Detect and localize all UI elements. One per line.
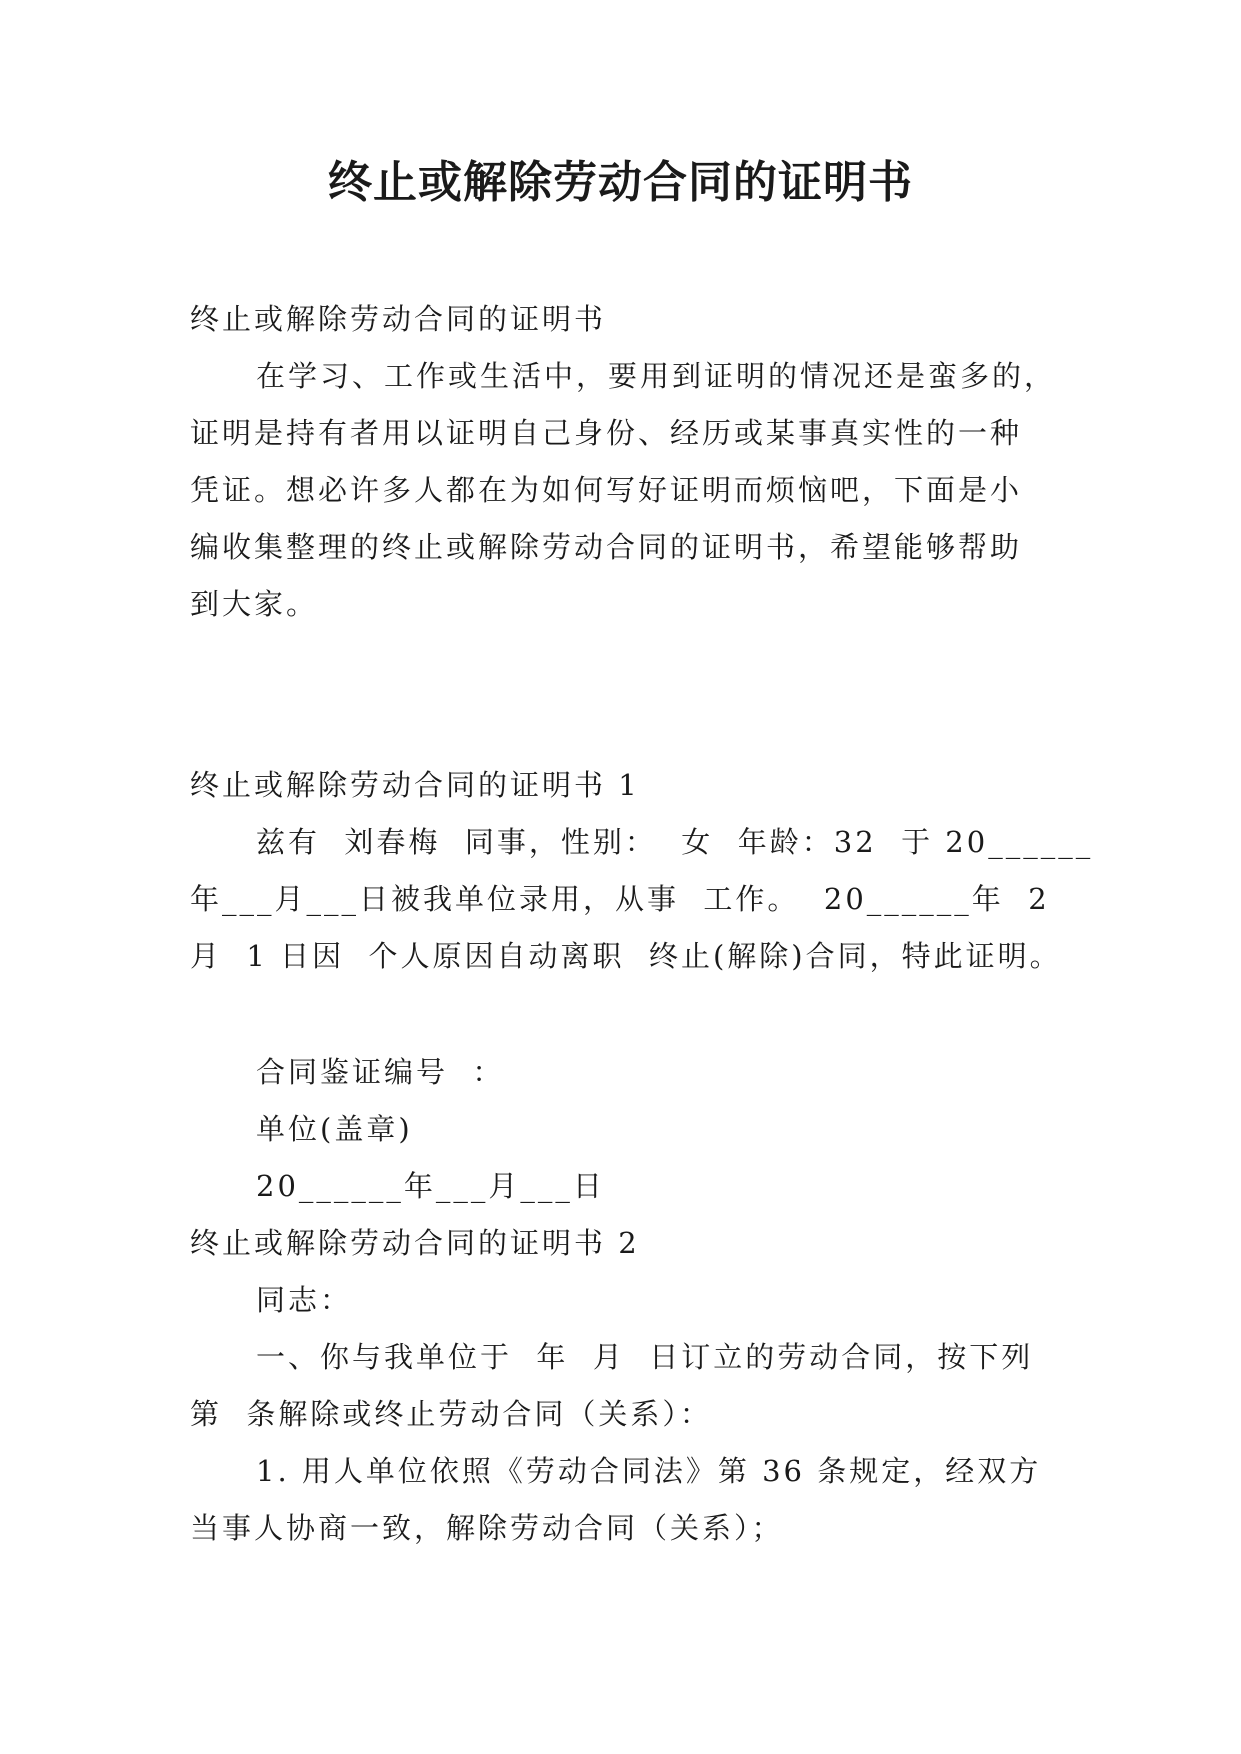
section-1-body-line: 兹有 刘春梅 同事，性别： 女 年龄：32 于 20______	[256, 825, 1094, 859]
section-2-heading: 终止或解除劳动合同的证明书 2	[190, 1226, 640, 1260]
section-2-body-line: 第 条解除或终止劳动合同（关系）：	[190, 1397, 712, 1431]
signature-date: 20______年___月___日	[256, 1169, 605, 1203]
section-2-body-line: 当事人协商一致，解除劳动合同（关系）；	[190, 1511, 784, 1545]
contract-verification-number: 合同鉴证编号 ：	[256, 1055, 505, 1089]
intro-paragraph-line: 编收集整理的终止或解除劳动合同的证明书，希望能够帮助	[190, 530, 1023, 564]
intro-paragraph-line: 证明是持有者用以证明自己身份、经历或某事真实性的一种	[190, 416, 1023, 450]
section-2-body-line: 1. 用人单位依照《劳动合同法》第 36 条规定，经双方	[256, 1454, 1042, 1488]
intro-paragraph-line: 在学习、工作或生活中，要用到证明的情况还是蛮多的，	[256, 359, 1057, 393]
section-1-heading: 终止或解除劳动合同的证明书 1	[190, 768, 640, 802]
intro-paragraph-line: 凭证。想必许多人都在为如何写好证明而烦恼吧，下面是小	[190, 473, 1023, 507]
page-title: 终止或解除劳动合同的证明书	[328, 157, 913, 208]
intro-heading: 终止或解除劳动合同的证明书	[190, 302, 607, 336]
intro-paragraph-line: 到大家。	[190, 587, 319, 621]
section-2-body-line: 一、你与我单位于 年 月 日订立的劳动合同，按下列	[256, 1340, 1034, 1374]
unit-seal: 单位(盖章)	[256, 1112, 413, 1146]
section-1-body-line: 年___月___日被我单位录用，从事 工作。 20______年 2	[190, 882, 1050, 916]
salutation: 同志：	[256, 1283, 353, 1317]
section-1-body-line: 月 1 日因 个人原因自动离职 终止(解除)合同，特此证明。	[190, 939, 1062, 973]
